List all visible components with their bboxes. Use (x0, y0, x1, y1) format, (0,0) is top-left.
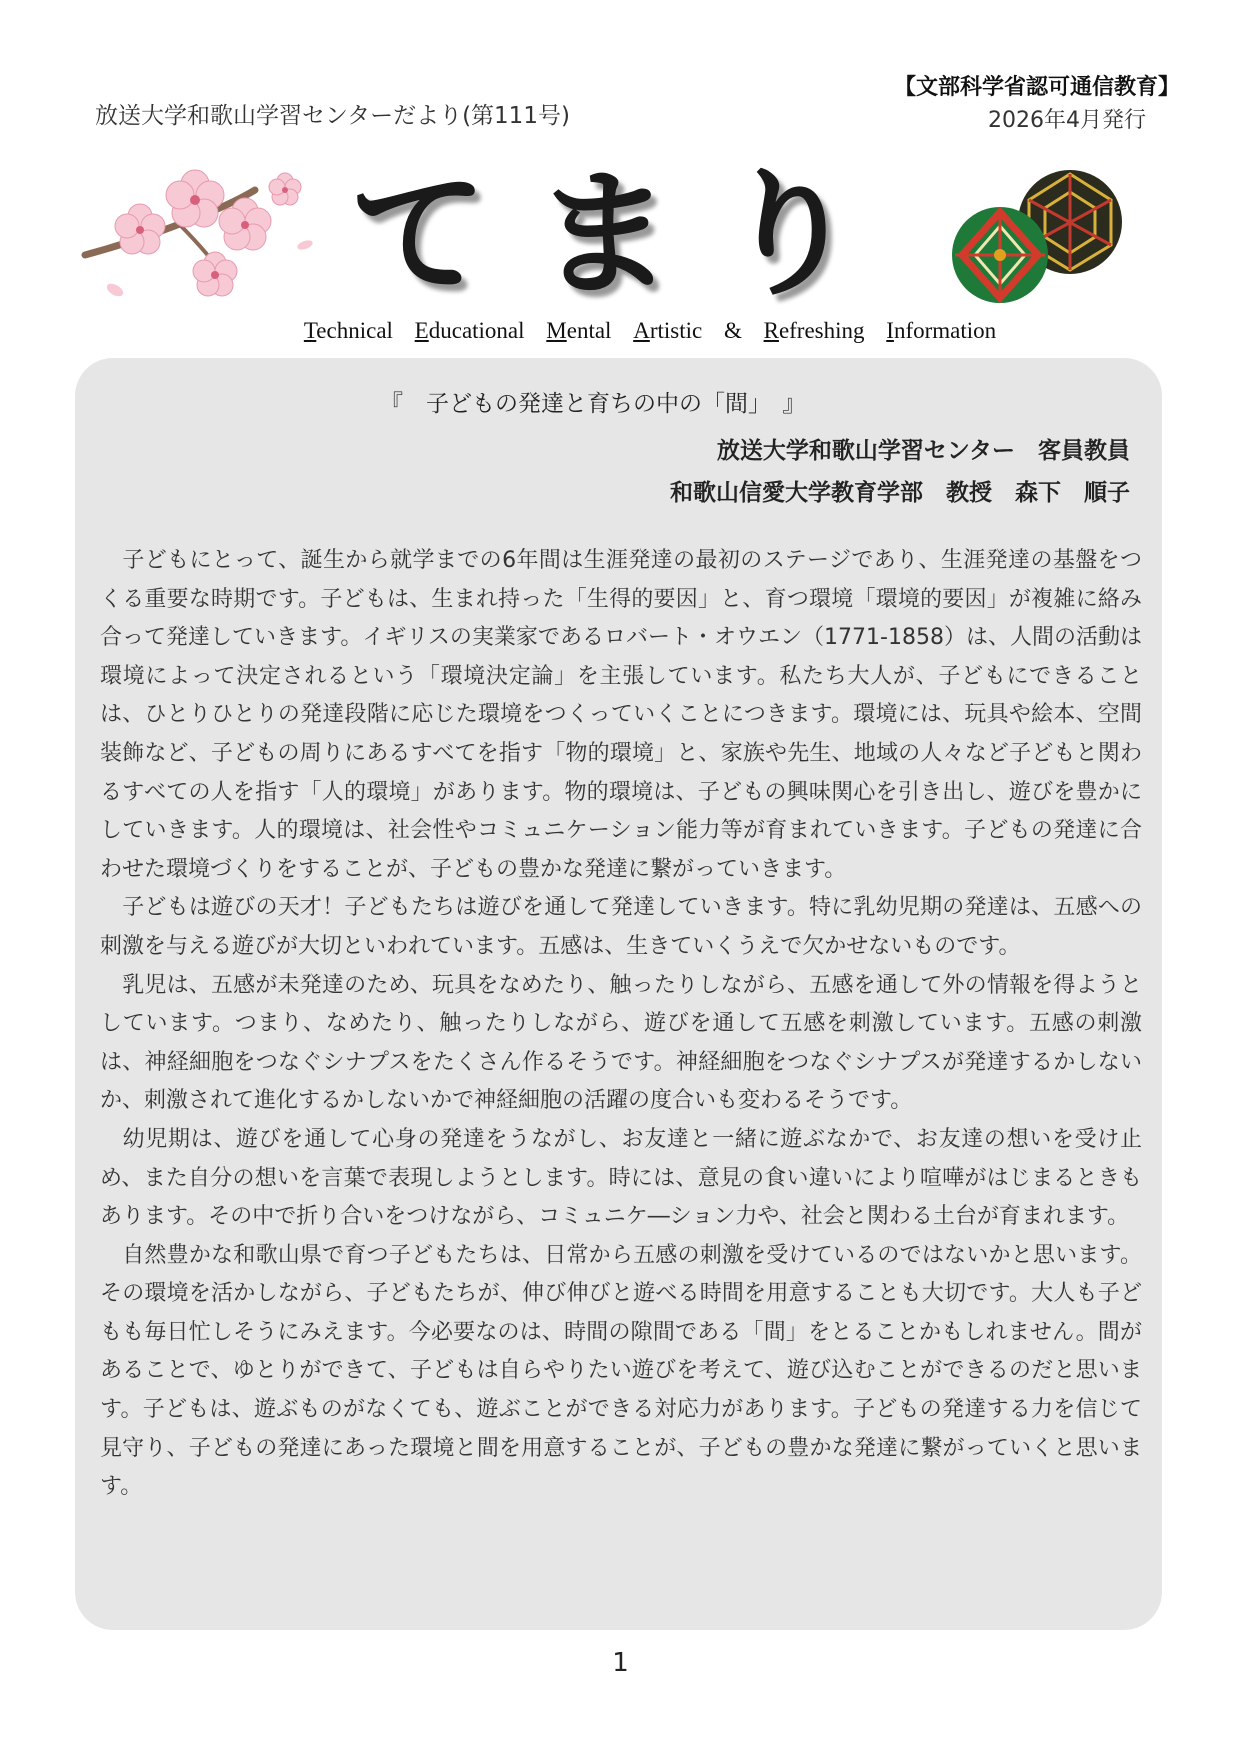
subtitle-word-educational: Educational (414, 318, 525, 343)
masthead-subtitle (280, 318, 1020, 344)
subtitle-word-information: Information (886, 318, 997, 343)
temari-balls-illustration (935, 160, 1135, 310)
page-number: 1 (612, 1648, 629, 1678)
article-paragraph: 自然豊かな和歌山県で育つ子どもたちは、日常から五感の刺激を受けているのではないかと思います。その環境を活かしながら、子どもたちが、伸び伸びと遊べる時間を用意することも大切です。大人も子どもも毎日忙しそうにみえます。今必要なのは、時間の隙間である「間」をとることかもしれません。間があることで、ゆとりができて、子どもは自らやりたい遊びを考えて、遊び込むことができるのだと思います。子どもは、遊ぶものがなくても、遊ぶことができる対応力があります。子どもの発達する力を信じて見守り、子どもの発達にあった環境と間を用意することが、子どもの豊かな発達に繋がっていくと思います。 (100, 1242, 1142, 1500)
article-paragraph: 乳児は、五感が未発達のため、玩具をなめたり、触ったりしながら、五感を通して外の情報を得ようとしています。つまり、なめたり、触ったりしながら、遊びを通して五感を刺激しています。五感の刺激は、神経細胞をつなぐシナプスをたくさん作るそうです。神経細胞をつなぐシナプスが発達するかしないか、刺激されて進化するかしないかで神経細胞の活躍の度合いも変わるそうです。 (100, 972, 1142, 1114)
article-body (100, 542, 1142, 1507)
article-paragraph: 子どもは遊びの天才！子どもたちは遊びを通して発達していきます。特に乳幼児期の発達は、五感への刺激を与える遊びが大切といわれています。五感は、生きていくうえで欠かせないものです。 (100, 895, 1142, 959)
subtitle-word-mental: Mental (546, 318, 612, 343)
cherry-blossom-illustration (80, 150, 320, 315)
subtitle-word-technical: Technical (303, 318, 393, 343)
issue-date: 2026年4月発行 (988, 108, 1146, 133)
newsletter-masthead-title: てまり (348, 154, 907, 315)
article-paragraph: 幼児期は、遊びを通して心身の発達をうながし、お友達と一緒に遊ぶなかで、お友達の想いを受け止め、また自分の想いを言葉で表現しようとします。時には、意見の食い違いにより喧嘩がはじまるときもあります。その中で折り合いをつけながら、コミュニケ―ション力や、社会と関わる土台が育まれます。 (100, 1126, 1142, 1230)
subtitle-word-refreshing: Refreshing (763, 318, 865, 343)
article-title: 『 子どもの発達と育ちの中の「間」 』 (380, 391, 806, 417)
subtitle-word-artistic: Artistic (633, 318, 703, 343)
author-name: 和歌山信愛大学教育学部 教授 森下 順子 (670, 480, 1130, 506)
accreditation-badge: 【文部科学省認可通信教育】 (893, 75, 1180, 100)
article-paragraph: 子どもにとって、誕生から就学までの6年間は生涯発達の最初のステージであり、生涯発達の基盤をつくる重要な時期です。子どもは、生まれ持った「生得的要因」と、育つ環境「環境的要因」が複雑に絡み合って発達していきます。イギリスの実業家であるロバート・オウエン（1771‐1858）は、人間の活動は環境によって決定されるという「環境決定論」を主張しています。私たち大人が、子どもにできることは、ひとりひとりの発達段階に応じた環境をつくっていくことにつきます。環境には、玩具や絵本、空間装飾など、子どもの周りにあるすべてを指す「物的環境」と、家族や先生、地域の人々など子どもと関わるすべての人を指す「人的環境」があります。物的環境は、子どもの興味関心を引き出し、遊びを豊かにしていきます。人的環境は、社会性やコミュニケーション能力等が育まれていきます。子どもの発達に合わせた環境づくりをすることが、子どもの豊かな発達に繋がっていきます。 (100, 548, 1142, 882)
newsletter-name: 放送大学和歌山学習センターだより(第111号) (95, 103, 570, 129)
subtitle-ampersand: & (723, 318, 742, 343)
author-affiliation: 放送大学和歌山学習センター 客員教員 (716, 438, 1130, 464)
header-right (860, 70, 1180, 134)
